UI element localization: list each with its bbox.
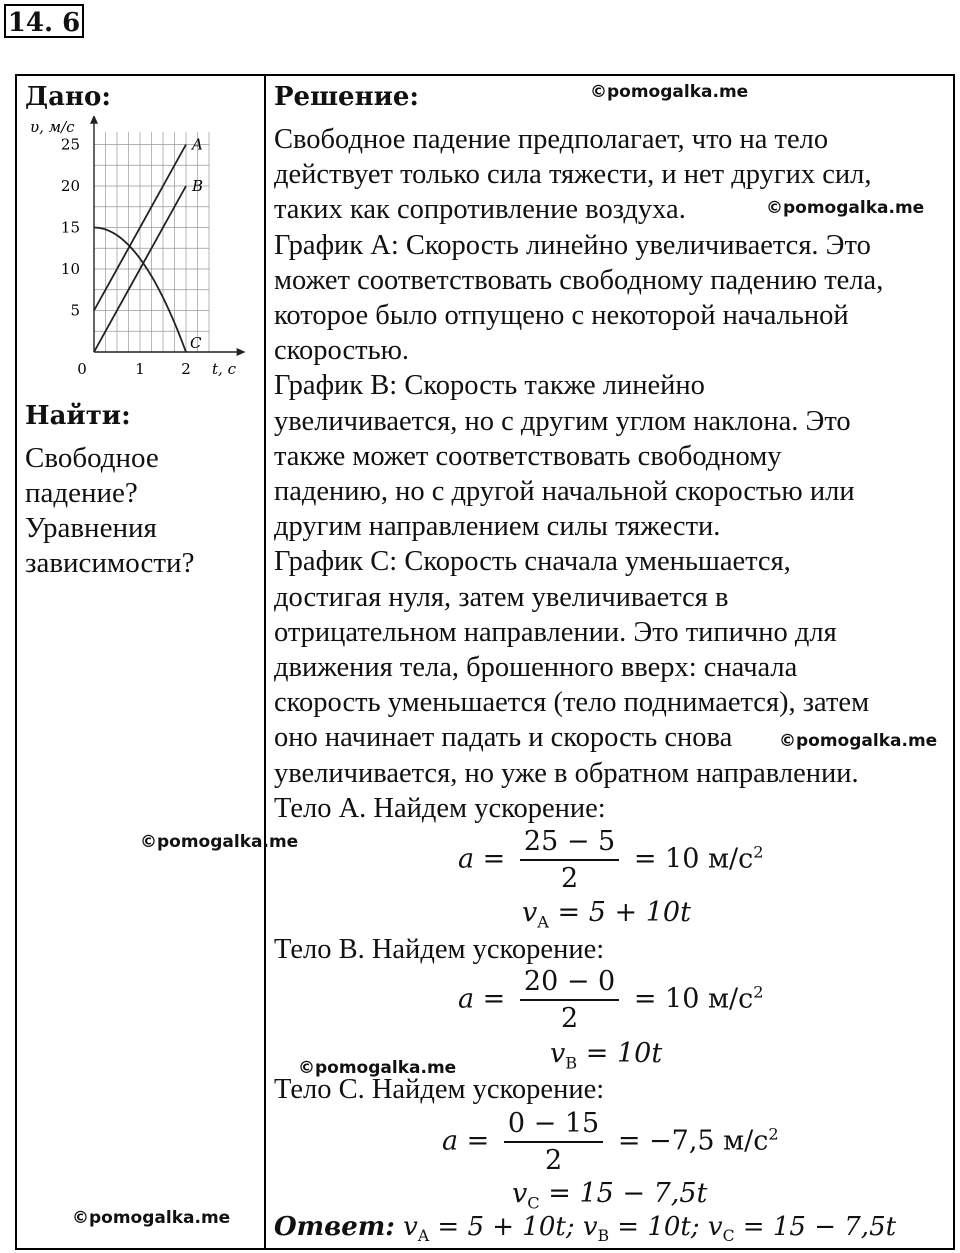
find-line: Уравнения: [25, 512, 157, 544]
eq-lhs: a =: [458, 843, 506, 875]
denominator: 2: [560, 1003, 579, 1034]
equation-a-accel: [458, 826, 764, 894]
find-line: зависимости?: [25, 547, 195, 579]
series-label-A: A: [192, 135, 203, 154]
column-divider: [264, 74, 266, 1250]
x-axis-arrow: [237, 348, 246, 356]
equation-a-velocity: $v_A = 5 + 10t$: [522, 897, 691, 932]
fraction: [504, 1108, 603, 1176]
y-tick-label: 5: [70, 301, 80, 320]
body-line: Свободное падение предполагает, что на тело: [274, 124, 829, 155]
body-line: таких как сопротивление воздуха.: [274, 194, 686, 226]
body-line: действует только сила тяжести, и нет других сил,: [274, 159, 872, 191]
watermark: ©pomogalka.me: [779, 731, 938, 751]
body-line: увеличивается, но с другим углом наклона. Это: [274, 405, 851, 437]
eq-rhs: = 10 м/с: [633, 843, 754, 875]
body-line: другим направлением силы тяжести.: [274, 511, 721, 543]
y-axis-arrow: [90, 116, 98, 124]
fraction: [520, 826, 619, 894]
body-line: оно начинает падать и скорость снова: [274, 722, 733, 754]
body-line: отрицательном направлении. Это типично для: [274, 616, 837, 648]
series-label-B: B: [192, 177, 204, 195]
numerator: 20 − 0: [520, 966, 619, 1001]
equation-c-accel: a = $\frac{0 - 15}{2}$ = −7,5 $м/с^2$: [442, 1108, 779, 1176]
x-tick-label: 0: [77, 360, 87, 378]
chart-ylabel: υ, м/с: [30, 118, 75, 136]
body-line: движения тела, брошенного вверх: сначала: [274, 652, 798, 684]
solution-text: [274, 122, 883, 826]
watermark: ©pomogalka.me: [72, 1208, 231, 1228]
denominator: 2: [544, 1145, 563, 1176]
watermark: ©pomogalka.me: [590, 82, 749, 102]
find-heading: Найти:: [25, 401, 131, 431]
given-heading: Дано:: [25, 82, 111, 112]
x-tick-label: 1: [135, 360, 145, 378]
watermark: ©pomogalka.me: [298, 1058, 457, 1078]
numerator: 25 − 5: [520, 826, 619, 861]
body-line: скоростью.: [274, 335, 410, 367]
fraction: [520, 966, 619, 1034]
y-tick-label: 25: [60, 135, 80, 154]
equation-b-velocity: $v_B = 10t$: [550, 1038, 663, 1073]
problem-number: 14. 6: [4, 4, 84, 38]
y-tick-label: 20: [60, 177, 80, 195]
chart-series: [94, 136, 203, 353]
series-label-C: C: [190, 334, 202, 352]
body-line: Тело В. Найдем ускорение:: [274, 934, 605, 965]
body-line: Тело А. Найдем ускорение:: [274, 792, 606, 824]
body-line: также может соответствовать свободному: [274, 440, 782, 472]
denominator: 2: [560, 863, 579, 894]
body-line: График А: Скорость линейно увеличивается. Это: [274, 229, 871, 261]
body-line: График В: Скорость также линейно: [274, 370, 705, 402]
watermark: ©pomogalka.me: [766, 198, 925, 218]
equation-b-accel: a = $\frac{20 - 0}{2}$ = 10 $м/с^2$: [458, 966, 764, 1034]
body-line: Тело С. Найдем ускорение:: [274, 1074, 605, 1105]
find-list: [25, 441, 194, 581]
body-line: которое было отпущено с некоторой начальной: [274, 300, 849, 332]
find-line: Свободное: [25, 442, 159, 474]
chart-xlabel: t, с: [212, 360, 236, 378]
body-line: достигая нуля, затем увеличивается в: [274, 581, 729, 613]
body-line: График С: Скорость сначала уменьшается,: [274, 546, 791, 578]
solution-heading: Решение:: [274, 82, 420, 112]
find-line: падение?: [25, 477, 138, 509]
y-tick-label: 10: [60, 260, 80, 278]
y-tick-label: 15: [60, 218, 80, 237]
answer-line: Ответ: $v_A = 5 + 10t$; $v_B = 10t$; $v_C = 15 - 7,5t$: [274, 1212, 897, 1246]
equation-c-velocity: $v_C = 15 - 7,5t$: [512, 1178, 708, 1213]
body-line: падению, но с другой начальной скоростью или: [274, 476, 855, 508]
answer-label: Ответ:: [274, 1212, 395, 1242]
numerator: 0 − 15: [504, 1108, 603, 1143]
body-line: может соответствовать свободному падению тела,: [274, 264, 884, 296]
chart-axes: [90, 116, 246, 356]
body-line: скорость уменьшается (тело поднимается), затем: [274, 687, 870, 719]
velocity-time-chart: [24, 116, 254, 386]
x-tick-label: 2: [181, 360, 191, 378]
body-line: увеличивается, но уже в обратном направлении.: [274, 757, 859, 789]
solution-text-b: [274, 932, 604, 967]
exponent: 2: [753, 842, 764, 862]
chart-grid: [94, 132, 209, 352]
watermark: ©pomogalka.me: [140, 832, 299, 852]
